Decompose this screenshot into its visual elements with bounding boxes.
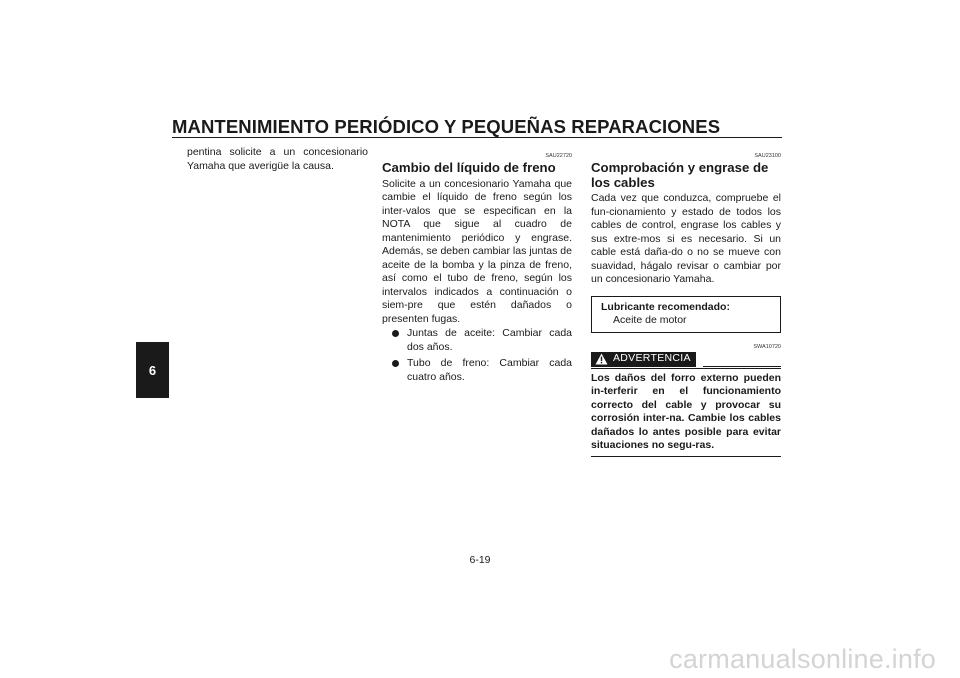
brake-fluid-bullet-list: [382, 327, 572, 384]
warning-header: [591, 352, 781, 367]
bullet-icon: [392, 330, 399, 337]
column-middle: [382, 146, 572, 387]
brake-fluid-heading: Cambio del líquido de freno: [382, 160, 556, 175]
warning-label: ADVERTENCIA: [613, 352, 691, 365]
bullet-text: Juntas de aceite: Cambiar cada dos años.: [407, 327, 572, 353]
warning-ref-code: SWA10720: [753, 343, 781, 350]
lubricant-value: Aceite de motor: [613, 314, 687, 326]
title-underline: [172, 137, 782, 138]
chapter-tab: [136, 342, 169, 398]
bullet-icon: [392, 360, 399, 367]
warning-text: Los daños del forro externo pueden in-terferir en el funcionamiento correcto del cable y provocar su corrosión inter-na. Cambie los cables dañados lo antes posible para evitar situaciones no segu-ras.: [591, 371, 781, 451]
list-item: [382, 357, 572, 384]
warning-triangle-icon: [595, 353, 608, 365]
section-ref-code: SAU22720: [545, 153, 572, 159]
brake-fluid-paragraph: Solicite a un concesionario Yamaha que cambie el líquido de freno según los inter-valos que se especifican en la NOTA que sigue al cuadro de mantenimiento periódico y engrase. Además, se deben cambiar las juntas de aceite de la bomba y la pinza de freno, así como el tubo de freno, según los intervalos indicados a continuación o siem-pre que estén dañados o presenten fugas.: [382, 177, 572, 325]
chapter-number: 6: [148, 362, 157, 378]
warning-header-rule: [703, 366, 781, 367]
cables-paragraph: Cada vez que conduzca, compruebe el fun-cionamiento y estado de todos los cables de control, engrase los cables y sus extre-mos si es necesario. Si un cable está daña-do o no se mueve con suavidad, hágalo revisar o cambiar por un concesionario Yamaha.: [591, 192, 781, 285]
warning-badge: [591, 352, 696, 367]
warning-bottom-rule: [591, 456, 781, 457]
list-item: [382, 327, 572, 354]
continuation-paragraph: pentina solicite a un concesionario Yamaha que averigüe la causa.: [187, 146, 368, 172]
column-left: [187, 146, 368, 173]
bullet-text: Tubo de freno: Cambiar cada cuatro años.: [407, 357, 572, 383]
warning-top-rule: [591, 368, 781, 369]
lubricant-title: Lubricante recomendado:: [601, 300, 730, 313]
lubricant-box: [591, 296, 781, 333]
page-number: 6-19: [469, 554, 491, 566]
watermark: carmanualsonline.info: [669, 644, 936, 674]
page-title: MANTENIMIENTO PERIÓDICO Y PEQUEÑAS REPARACIONES: [172, 116, 721, 137]
section-ref-code: SAU23100: [754, 153, 781, 159]
column-right: [591, 146, 781, 457]
cables-heading: Comprobación y engrase de los cables: [591, 160, 769, 190]
